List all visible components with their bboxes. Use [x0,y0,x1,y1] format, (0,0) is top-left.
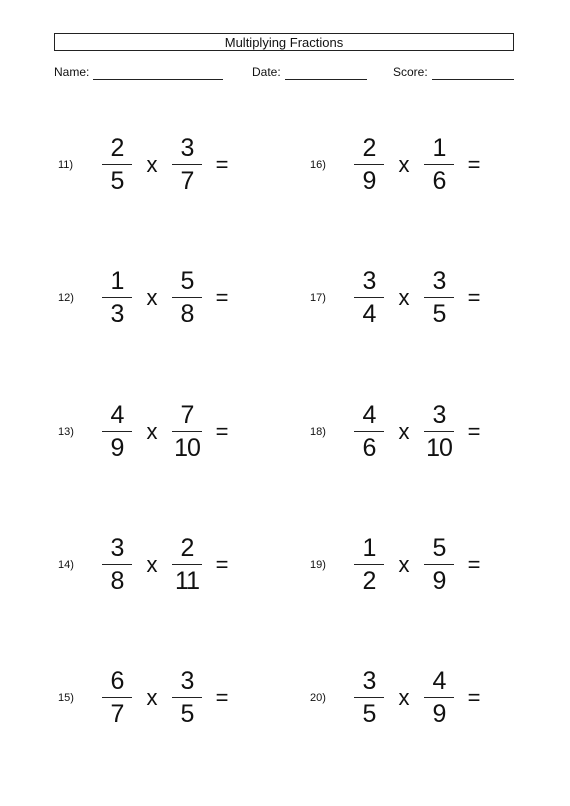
multiply-sign: x [146,152,158,177]
denominator: 7 [110,700,124,729]
problem-number: 14) [58,559,74,571]
denominator: 8 [180,300,194,329]
fraction-a [102,135,132,196]
multiply-sign: x [146,419,158,444]
denominator: 9 [432,700,446,729]
problem-number: 13) [58,426,74,438]
fraction-bar [354,297,384,299]
numerator: 7 [180,400,194,429]
date-label: Date: [252,65,281,79]
equals-sign: = [215,152,229,177]
fraction-a [354,668,384,729]
numerator: 3 [180,133,194,162]
fraction-bar [172,697,202,699]
numerator: 1 [432,133,446,162]
fraction-bar [172,564,202,566]
name-blank-line[interactable] [93,67,223,80]
equals-sign: = [467,152,481,177]
multiply-sign: x [398,285,410,310]
denominator: 5 [432,300,446,329]
fraction-bar [424,564,454,566]
fraction-a [354,535,384,596]
denominator: 5 [110,167,124,196]
name-label: Name: [54,65,90,79]
problem-number: 15) [58,692,74,704]
name-field[interactable] [54,64,223,80]
numerator: 2 [110,133,124,162]
denominator: 9 [110,434,124,463]
problem-item [310,397,494,467]
denominator: 2 [362,567,376,596]
numerator: 1 [362,533,376,562]
numerator: 4 [110,400,124,429]
fraction-bar [102,164,132,166]
denominator: 5 [362,700,376,729]
fraction-bar [424,297,454,299]
denominator: 9 [362,167,376,196]
equals-sign: = [215,685,229,710]
problem-item [310,130,494,200]
multiply-sign: x [398,152,410,177]
fraction-a [102,402,132,463]
denominator: 9 [432,567,446,596]
problem-item [58,663,242,733]
denominator: 6 [432,167,446,196]
denominator: 4 [362,300,376,329]
score-field[interactable] [393,64,514,80]
denominator: 11 [175,567,199,596]
numerator: 4 [362,400,376,429]
fraction-a [354,135,384,196]
fraction-bar [102,297,132,299]
fraction-a [354,268,384,329]
fraction-a [102,668,132,729]
score-label: Score: [393,65,428,79]
problem-item [310,663,494,733]
equals-sign: = [467,419,481,444]
fraction-bar [102,431,132,433]
date-blank-line[interactable] [285,67,367,80]
fraction-b [172,268,202,329]
numerator: 3 [180,666,194,695]
problem-number: 18) [310,426,326,438]
fraction-bar [172,431,202,433]
fraction-bar [102,697,132,699]
problem-item [310,530,494,600]
multiply-sign: x [146,685,158,710]
problem-number: 20) [310,692,326,704]
fraction-a [102,535,132,596]
date-field[interactable] [252,64,367,80]
equals-sign: = [215,419,229,444]
problem-number: 19) [310,559,326,571]
fraction-b [424,535,454,596]
fraction-bar [354,164,384,166]
problem-item [310,263,494,333]
problem-number: 11) [58,159,74,171]
worksheet-title: Multiplying Fractions [54,33,514,51]
numerator: 5 [432,533,446,562]
multiply-sign: x [398,685,410,710]
fraction-a [354,402,384,463]
fraction-b [424,135,454,196]
fraction-b [172,402,202,463]
score-blank-line[interactable] [432,67,514,80]
problem-item [58,530,242,600]
numerator: 2 [362,133,376,162]
multiply-sign: x [398,419,410,444]
multiply-sign: x [146,552,158,577]
denominator: 6 [362,434,376,463]
fraction-bar [354,564,384,566]
fraction-b [172,668,202,729]
numerator: 3 [432,400,446,429]
numerator: 6 [110,666,124,695]
equals-sign: = [215,552,229,577]
fraction-bar [424,431,454,433]
fraction-bar [424,164,454,166]
numerator: 3 [362,266,376,295]
problem-number: 17) [310,292,326,304]
problem-item [58,263,242,333]
fraction-bar [102,564,132,566]
denominator: 10 [426,434,452,463]
fraction-bar [354,697,384,699]
equals-sign: = [467,285,481,310]
numerator: 5 [180,266,194,295]
problem-number: 12) [58,292,74,304]
numerator: 1 [110,266,124,295]
fraction-b [172,135,202,196]
denominator: 3 [110,300,124,329]
fraction-b [424,668,454,729]
fraction-b [172,535,202,596]
problem-item [58,397,242,467]
fraction-bar [424,697,454,699]
equals-sign: = [467,685,481,710]
numerator: 3 [362,666,376,695]
equals-sign: = [215,285,229,310]
fraction-bar [172,164,202,166]
denominator: 7 [180,167,194,196]
denominator: 10 [174,434,200,463]
problem-number: 16) [310,159,326,171]
equals-sign: = [467,552,481,577]
numerator: 3 [432,266,446,295]
multiply-sign: x [398,552,410,577]
fraction-b [424,268,454,329]
multiply-sign: x [146,285,158,310]
fraction-bar [172,297,202,299]
problem-item [58,130,242,200]
numerator: 2 [180,533,194,562]
numerator: 4 [432,666,446,695]
fraction-bar [354,431,384,433]
denominator: 8 [110,567,124,596]
fraction-a [102,268,132,329]
fraction-b [424,402,454,463]
numerator: 3 [110,533,124,562]
denominator: 5 [180,700,194,729]
